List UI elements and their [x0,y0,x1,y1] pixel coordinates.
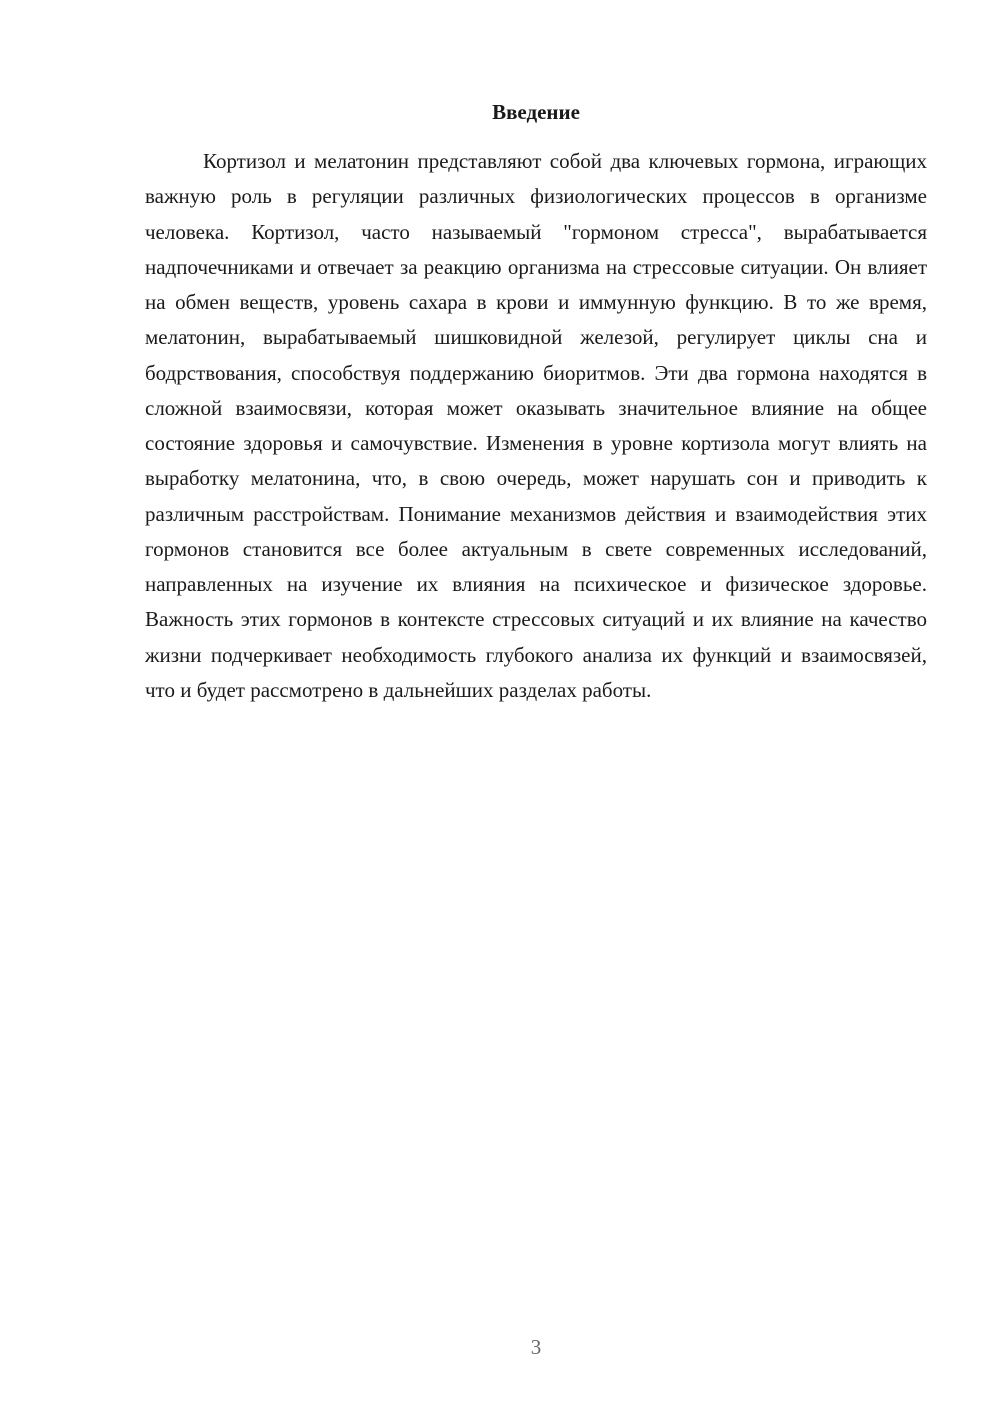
section-title: Введение [492,100,580,124]
page-number: 3 [530,1335,542,1359]
body-paragraph: Кортизол и мелатонин представляют собой два ключевых гормона, играющих важную роль в регуляции различных физиологических процессов в организме человека. Кортизол, часто называемый "гормоном стресса", вырабатывается надпочечниками и отвечает за реакцию организма на стрессовые ситуации. Он влияет на обмен веществ, уровень сахара в крови и иммунную функцию. В то же время, мелатонин, вырабатываемый шишковидной железой, регулирует циклы сна и бодрствования, способствуя поддержанию биоритмов. Эти два гормона находятся в сложной взаимосвязи, которая может оказывать значительное влияние на общее состояние здоровья и самочувствие. Изменения в уровне кортизола могут влиять на выработку мелатонина, что, в свою очередь, может нарушать сон и приводить к различным расстройствам. Понимание механизмов действия и взаимодействия этих гормонов становится все более актуальным в свете современных исследований, направленных на изучение их влияния на психическое и физическое здоровье. Важность этих гормонов в контексте стрессовых ситуаций и их влияние на качество жизни подчеркивает необходимость глубокого анализа их функций и взаимосвязей, что и будет рассмотрено в дальнейших разделах работы. [145,149,927,702]
